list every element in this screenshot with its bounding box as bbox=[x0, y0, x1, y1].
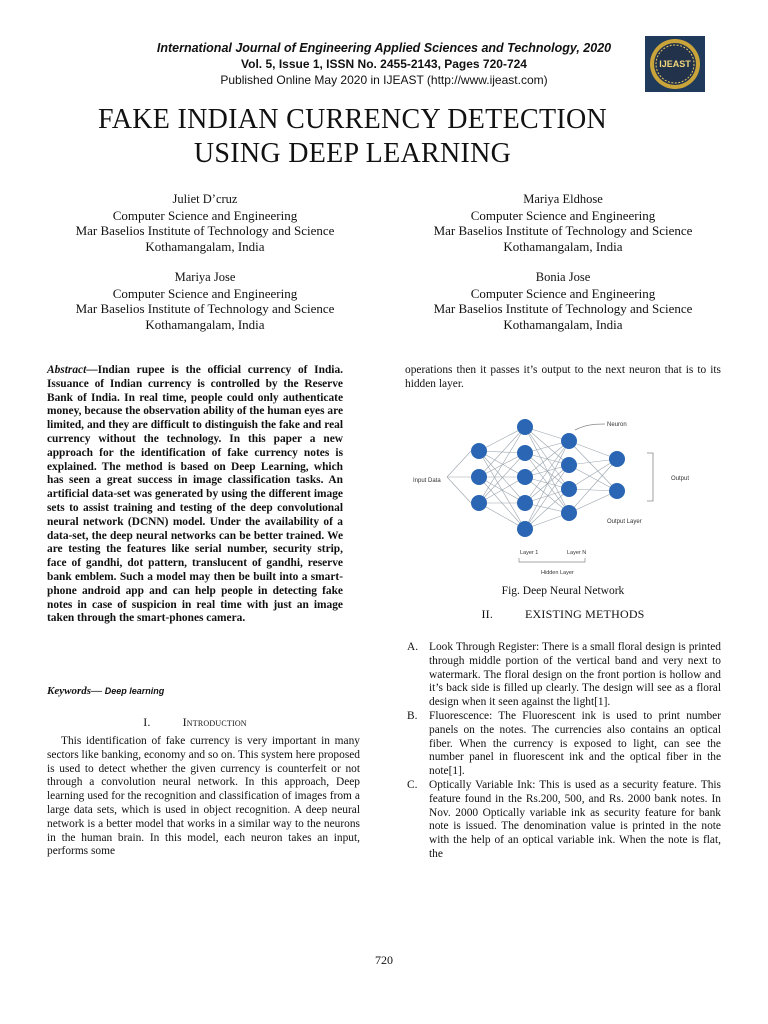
list-item bbox=[405, 641, 721, 710]
author-name: Mariya Jose bbox=[174, 270, 236, 284]
neuron-node bbox=[609, 483, 625, 499]
output-layer-label: Output Layer bbox=[607, 519, 642, 525]
neuron-node bbox=[471, 469, 487, 485]
paper-title bbox=[40, 103, 665, 171]
keywords-text: Deep learning bbox=[104, 686, 165, 696]
journal-published: Published Online May 2020 in IJEAST (http://www.ijeast.com) bbox=[220, 73, 548, 87]
title-line-2: USING DEEP LEARNING bbox=[193, 138, 512, 169]
list-item-text: Fluorescence: The Fluorescent ink is used to print number panels on the notes. The currencies also contains an optical fiber. When the currency is exposed to light, can see the number panel in fluorescent ink and the optical fiber in the note[1]. bbox=[429, 709, 721, 778]
author-dept: Computer Science and Engineering bbox=[470, 285, 656, 301]
neuron-node bbox=[517, 521, 533, 537]
neuron-node bbox=[471, 443, 487, 459]
author-dept: Computer Science and Engineering bbox=[470, 207, 656, 223]
author-institute: Mar Baselios Institute of Technology and Science bbox=[75, 223, 335, 238]
neuron-label: Neuron bbox=[607, 422, 627, 428]
author-name: Mariya Eldhose bbox=[523, 192, 603, 206]
continuation-text: operations then it passes it’s output to the next neuron that is to its hidden layer. bbox=[405, 364, 721, 390]
section-number: I. bbox=[143, 715, 151, 729]
neuron-node bbox=[517, 495, 533, 511]
author-name: Bonia Jose bbox=[535, 270, 591, 284]
neuron-node bbox=[561, 433, 577, 449]
neuron-node bbox=[561, 457, 577, 473]
journal-name: International Journal of Engineering Applied Sciences and Technology, 2020 bbox=[156, 41, 612, 55]
abstract-label: Abstract bbox=[47, 364, 87, 376]
deep-neural-network-figure bbox=[407, 413, 707, 581]
abstract-text: —Indian rupee is the official currency of India. Issuance of Indian currency is controlled by the Reserve Bank of India. In real time, people could only authenticate money, because the observation ability of the human eyes are limited, and they are difficult to distinguish the fake and real currency without the technology. In this paper a new approach for the identification of fake currency notes is explained. The method is based on Deep Learning, which has seen a great success in image classification tasks. An artificial data-set was generated by using the different image sets to assist training and testing of the deep convolutional neural network (DCNN) model. Under the availability of a data-set, the deep neural networks can be better trained. We are testing the features like serial number, security strip, face of gandhi, dot pattern, translucent of gandhi, reserve bank emblem. Such a model may then be built into a smart-phone android app and can help people in detecting fake notes in case of suspicion in real time with just an image taken through the smart-phones camera. bbox=[47, 364, 343, 625]
author-block bbox=[398, 270, 728, 332]
author-place: Kothamangalam, India bbox=[145, 316, 265, 332]
list-item bbox=[405, 779, 721, 862]
keywords bbox=[47, 685, 343, 697]
author-institute: Mar Baselios Institute of Technology and Science bbox=[75, 301, 335, 316]
neuron-node bbox=[517, 419, 533, 435]
author-institute: Mar Baselios Institute of Technology and Science bbox=[433, 223, 693, 238]
neuron-node bbox=[471, 495, 487, 511]
list-item-text: Look Through Register: There is a small floral design is printed through middle portion of the vertical band and very next to watermark. The floral design on the front portion is hollow and it’s back side is filled up clearly. The design will see as a floral design when it seen against the light[1]. bbox=[429, 641, 721, 709]
abstract bbox=[47, 364, 343, 626]
author-place: Kothamangalam, India bbox=[503, 316, 623, 332]
title-line-1: FAKE INDIAN CURRENCY DETECTION bbox=[97, 104, 608, 135]
hidden-layer-label: Hidden Layer bbox=[541, 570, 574, 576]
author-block bbox=[398, 192, 728, 254]
author-place: Kothamangalam, India bbox=[145, 238, 265, 254]
author-place: Kothamangalam, India bbox=[503, 238, 623, 254]
author-block bbox=[40, 192, 370, 254]
logo-text: IJEAST bbox=[659, 59, 691, 69]
list-marker: B. bbox=[407, 709, 418, 722]
page-number: 720 bbox=[375, 953, 393, 967]
journal-volume: Vol. 5, Issue 1, ISSN No. 2455-2143, Pages 720-724 bbox=[241, 57, 527, 71]
layer1-label: Layer 1 bbox=[520, 550, 539, 556]
neuron-node bbox=[561, 505, 577, 521]
section-heading-existing-methods bbox=[405, 607, 721, 622]
existing-methods-list bbox=[405, 641, 721, 862]
author-dept: Computer Science and Engineering bbox=[112, 207, 298, 223]
neuron-node bbox=[609, 451, 625, 467]
neuron-node bbox=[561, 481, 577, 497]
author-dept: Computer Science and Engineering bbox=[112, 285, 298, 301]
ijeast-logo bbox=[645, 36, 705, 92]
list-marker: A. bbox=[407, 641, 419, 653]
section-heading-introduction bbox=[47, 715, 343, 730]
neuron-node bbox=[517, 469, 533, 485]
layerN-label: Layer N bbox=[567, 550, 587, 556]
neuron-node bbox=[517, 445, 533, 461]
list-item bbox=[405, 710, 721, 779]
section-number: II. bbox=[481, 607, 494, 621]
input-label: Input Data bbox=[413, 478, 441, 484]
author-institute: Mar Baselios Institute of Technology and Science bbox=[433, 301, 693, 316]
list-marker: C. bbox=[407, 778, 418, 791]
figure-caption: Fig. Deep Neural Network bbox=[501, 585, 625, 597]
section-title: EXISTING METHODS bbox=[525, 607, 645, 621]
section-title: Introduction bbox=[182, 715, 247, 729]
introduction-text: This identification of fake currency is very important in many sectors like banking, economy and so on. This system here proposed is used to detect whether the given currency is counterfeit or not through a convolution neural network. In this approach, Deep learning used for the recognition and classification of images from a large data sets, which is used in object recognition. A deep neural network is a better model that works in a similar way to the neurons in the human brain. In this model, each neuron takes an input, performs some bbox=[47, 735, 360, 858]
author-name: Juliet D’cruz bbox=[172, 192, 238, 206]
author-block bbox=[40, 270, 370, 332]
keywords-label: Keywords— bbox=[47, 685, 102, 697]
output-label: Output bbox=[671, 476, 690, 482]
list-item-text: Optically Variable Ink: This is used as a security feature. This feature found in the Rs.200, 500, and Rs. 2000 bank notes. In Nov. 2000 Optically variable ink as security feature for bank note is issued. The denomination value is printed in the note with the help of an optical variable ink. When the note is flat, the bbox=[429, 778, 721, 860]
